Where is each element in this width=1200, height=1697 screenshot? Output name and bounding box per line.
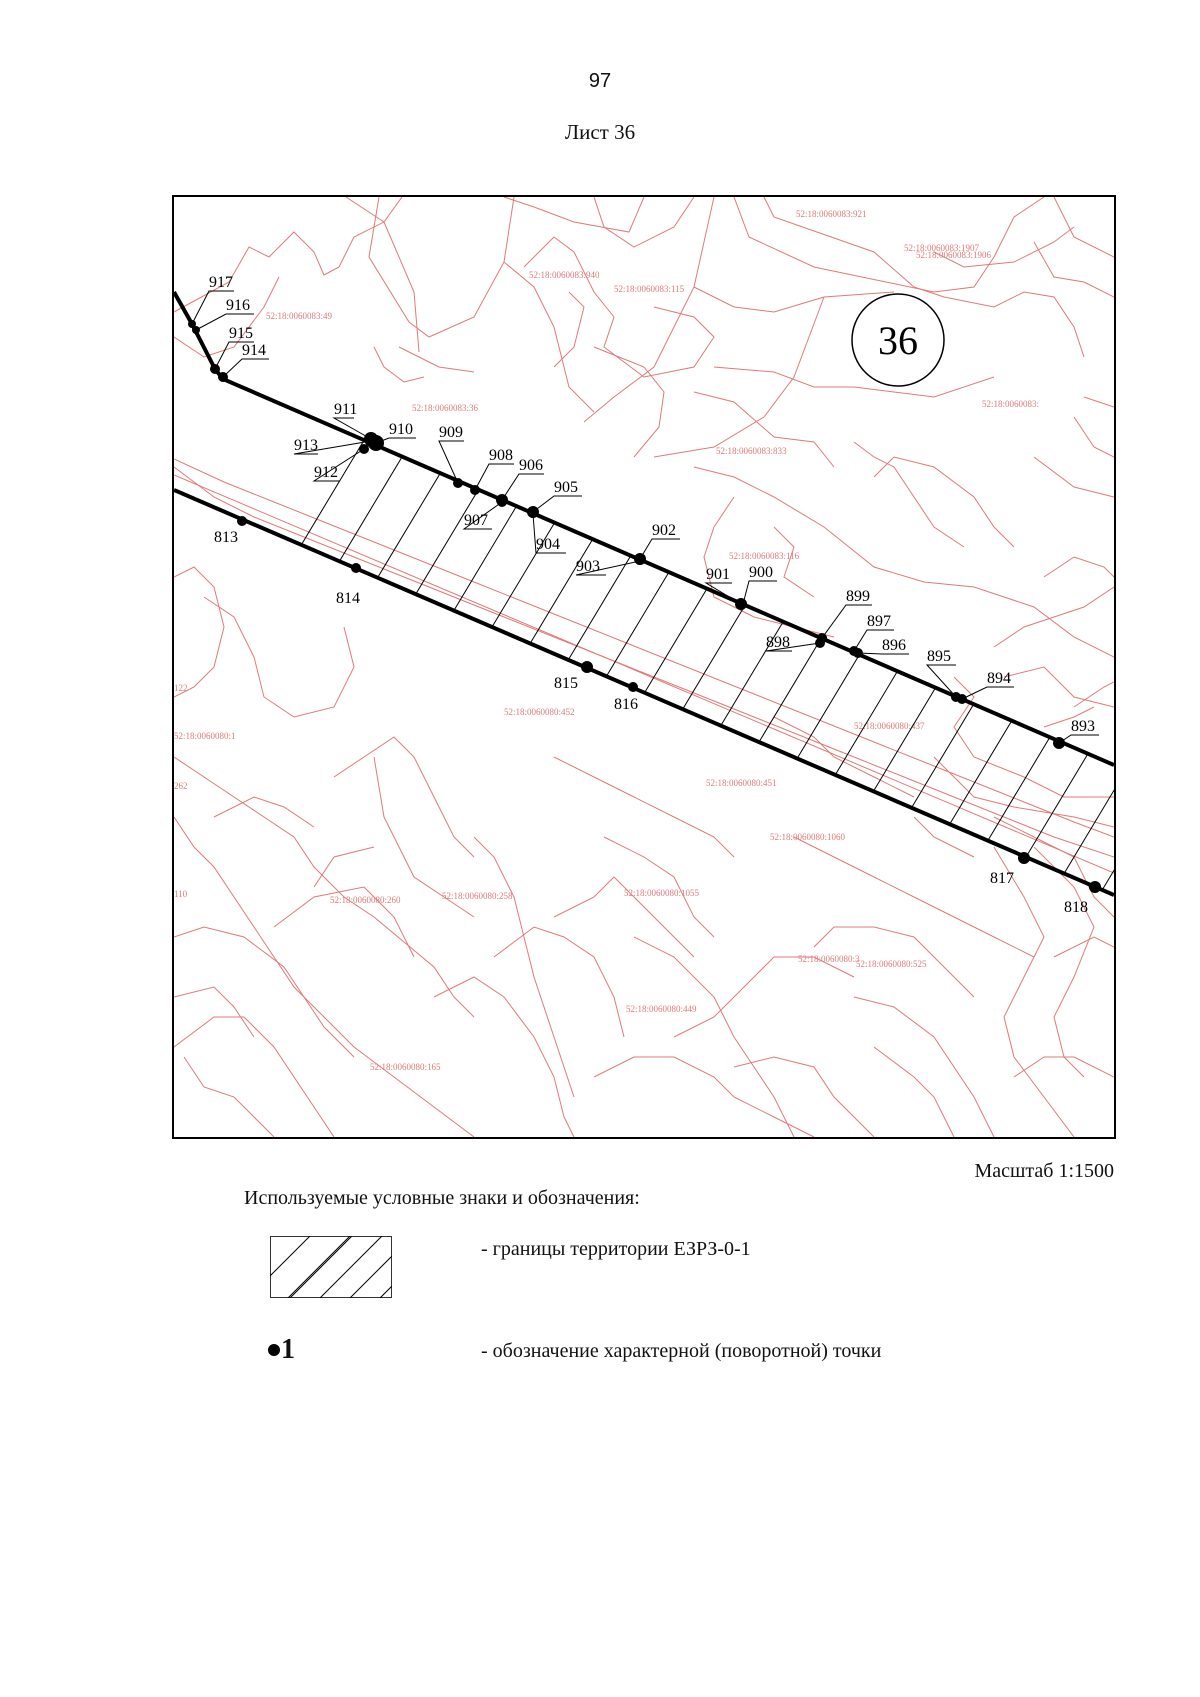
point-label: 901 (706, 566, 730, 583)
point-label: 908 (489, 447, 513, 464)
point-label: 893 (1071, 718, 1095, 735)
point-label: 912 (314, 464, 338, 481)
point-label: 915 (229, 325, 253, 342)
parcel-label: 52:18:0060083: (982, 399, 1040, 409)
hatch-icon (270, 1236, 392, 1298)
boundary-point-817 (990, 852, 1030, 887)
parcel-label: 52:18:0060083:49 (266, 311, 333, 321)
parcel-label: 52:18:0060080:1 (174, 731, 236, 741)
point-leader (706, 583, 741, 604)
parcel-label: 122 (174, 683, 188, 693)
parcel-label: 52:18:0060083:36 (412, 403, 479, 413)
territory-hatch (174, 257, 1114, 957)
point-leader (502, 474, 544, 500)
point-leader (743, 581, 777, 604)
point-label: 899 (846, 588, 870, 605)
boundary-point-904 (529, 510, 566, 553)
page-number: 97 (588, 70, 612, 92)
point-label: 815 (554, 675, 578, 692)
point-label: 898 (766, 634, 790, 651)
parcel-label: 52:18:0060080:1060 (770, 832, 846, 842)
point-label: 907 (464, 512, 488, 529)
point-dot (268, 1344, 280, 1356)
point-label: 905 (554, 479, 578, 496)
point-marker (351, 563, 361, 573)
parcel-label: 52:18:0060083:1906 (916, 250, 992, 260)
point-leader (533, 496, 582, 512)
point-label: 913 (294, 437, 318, 454)
sheet-badge-label: 36 (878, 318, 918, 363)
point-label: 816 (614, 696, 638, 713)
boundary-point-908 (470, 447, 514, 495)
point-label: 814 (336, 590, 360, 607)
map-frame (172, 195, 1116, 1139)
point-marker (1089, 881, 1101, 893)
point-label: 902 (652, 522, 676, 539)
point-leader (475, 464, 514, 490)
parcel-label: 52:18:0060080:451 (706, 778, 777, 788)
parcel-label: 262 (174, 781, 188, 791)
cadastral-map (174, 197, 1114, 1137)
point-label: 906 (519, 457, 543, 474)
boundary-point-903 (576, 557, 644, 575)
parcel-label: 52:18:0060083:921 (796, 209, 867, 219)
boundary-point-896 (853, 637, 909, 658)
point-label: 916 (226, 297, 250, 314)
parcel-label: 52:18:0060080:258 (442, 891, 513, 901)
parcel-label: 52:18:0060083:940 (529, 270, 600, 280)
point-label: 909 (439, 424, 463, 441)
point-label: 813 (214, 529, 238, 546)
parcel-label: 52:18:0060083:1907 (904, 243, 980, 253)
parcel-label: 52:18:0060083:115 (614, 284, 685, 294)
parcel-label: 52:18:0060080:449 (626, 1004, 697, 1014)
point-marker (237, 516, 247, 526)
parcel-label: 52:18:0060080:3 (798, 954, 860, 964)
point-label: 894 (987, 670, 1011, 687)
boundary-point-894 (957, 670, 1014, 704)
point-label: 895 (927, 648, 951, 665)
boundary-point-900 (739, 564, 777, 608)
legend-point-text: - обозначение характерной (поворотной) точки (481, 1340, 882, 1362)
parcel-label: 110 (174, 889, 188, 899)
point-label: 917 (209, 274, 233, 291)
point-label: 900 (749, 564, 773, 581)
parcel-label: 52:18:0060083:833 (716, 446, 787, 456)
parcel-boundaries (174, 197, 1114, 1137)
point-label: 903 (576, 558, 600, 575)
boundary-point-813 (214, 516, 247, 546)
boundary-point-907 (464, 497, 507, 529)
point-label: 897 (867, 613, 891, 630)
boundary-points (188, 274, 1101, 916)
parcel-label: 52:18:0060080:525 (856, 959, 927, 969)
boundary-point-893 (1053, 718, 1099, 749)
parcel-label: 52:18:0060083:116 (729, 551, 800, 561)
parcel-label: 52:18:0060080:165 (370, 1062, 441, 1072)
point-label: 817 (990, 870, 1014, 887)
point-label: 818 (1064, 899, 1088, 916)
point-leader (640, 539, 680, 559)
point-label: 910 (389, 421, 413, 438)
point-icon (268, 1334, 295, 1366)
point-label: 911 (334, 401, 358, 418)
point-marker (628, 682, 638, 692)
point-sample-label: 1 (281, 1334, 295, 1365)
scale-label: Масштаб 1:1500 (974, 1160, 1114, 1182)
legend-hatch-text: - границы территории ЕЗРЗ-0-1 (481, 1238, 751, 1260)
parcel-label: 52:18:0060080:437 (854, 721, 925, 731)
point-marker (1018, 852, 1030, 864)
parcel-label: 52:18:0060080:260 (330, 895, 401, 905)
boundary-point-814 (336, 563, 361, 607)
point-label: 914 (242, 342, 266, 359)
point-label: 904 (536, 536, 560, 553)
sheet-title: Лист 36 (564, 120, 636, 144)
boundary-point-910 (368, 421, 416, 451)
point-leader (822, 605, 872, 638)
point-leader (223, 359, 269, 377)
parcel-label: 52:18:0060080:452 (504, 707, 575, 717)
point-label: 896 (882, 637, 906, 654)
sheet-badge (852, 294, 944, 386)
boundary-point-815 (554, 661, 593, 692)
parcel-label: 52:18:0060080:1055 (624, 888, 700, 898)
point-marker (581, 661, 593, 673)
legend-title: Используемые условные знаки и обозначения: (244, 1187, 640, 1209)
